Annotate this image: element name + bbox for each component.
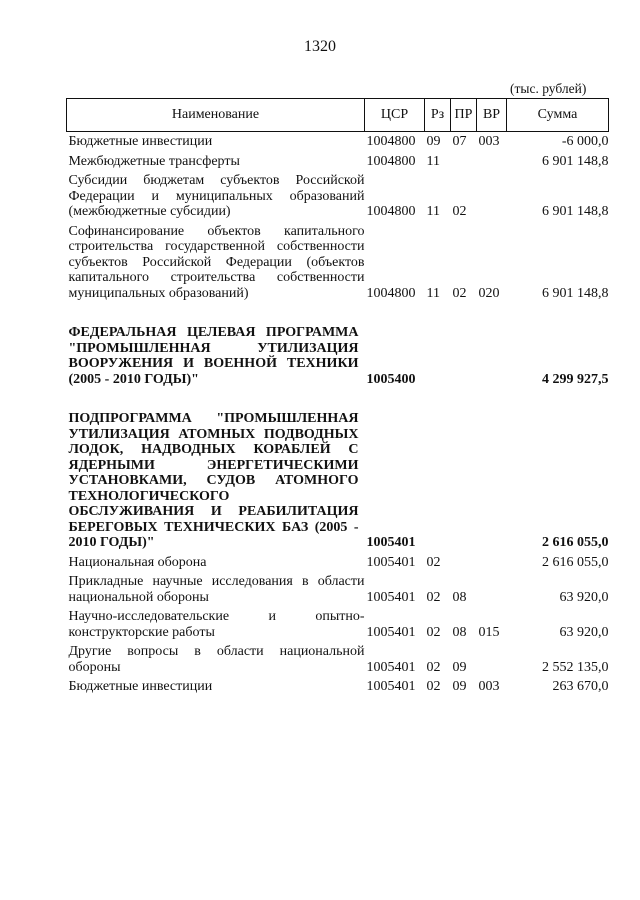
cell-csr: 1004800 bbox=[366, 204, 416, 219]
header-csr: ЦСР bbox=[365, 99, 425, 132]
cell-vr bbox=[477, 387, 507, 551]
cell-vr bbox=[477, 570, 507, 605]
header-rz: Рз bbox=[425, 99, 451, 132]
cell-csr: 1004800 bbox=[366, 285, 416, 301]
cell-rz: 02 bbox=[426, 659, 441, 675]
cell-name: Межбюджетные трансферты bbox=[68, 153, 240, 169]
cell-vr bbox=[477, 551, 507, 571]
cell-pr: 08 bbox=[452, 589, 467, 605]
header-name: Наименование bbox=[67, 99, 365, 132]
table-row bbox=[67, 220, 609, 302]
cell-vr bbox=[477, 150, 507, 170]
header-vr: ВР bbox=[477, 99, 507, 132]
cell-rz: 11 bbox=[426, 153, 440, 169]
cell-csr: 1005401 bbox=[366, 679, 416, 694]
cell-vr bbox=[477, 301, 507, 387]
cell-pr bbox=[451, 551, 477, 571]
cell-sum: 6 901 148,8 bbox=[542, 153, 609, 169]
table-body bbox=[67, 132, 609, 695]
table-row bbox=[67, 675, 609, 695]
page-number: 1320 bbox=[304, 38, 336, 55]
cell-csr: 1005400 bbox=[366, 371, 416, 387]
cell-name: Софинансирование объектов капитального строительства государственной собственности субъектов Российской Федерации (объектов капитального строительства собственности муниципальных образований) bbox=[68, 223, 365, 301]
table-row bbox=[67, 570, 609, 605]
cell-name: Бюджетные инвестиции bbox=[68, 134, 213, 149]
cell-vr: 015 bbox=[478, 624, 500, 640]
cell-rz bbox=[425, 387, 451, 551]
cell-rz: 09 bbox=[426, 134, 441, 149]
table-row bbox=[67, 169, 609, 220]
cell-csr: 1004800 bbox=[366, 134, 416, 149]
cell-sum: 6 901 148,8 bbox=[542, 285, 609, 301]
cell-csr: 1005401 bbox=[366, 624, 416, 640]
cell-csr: 1004800 bbox=[366, 153, 416, 169]
cell-vr bbox=[477, 640, 507, 675]
cell-sum: 63 920,0 bbox=[559, 624, 609, 640]
cell-pr: 07 bbox=[452, 134, 467, 149]
cell-csr: 1005401 bbox=[366, 659, 416, 675]
cell-rz: 02 bbox=[426, 554, 441, 570]
cell-name: Национальная оборона bbox=[68, 554, 207, 570]
cell-name: ФЕДЕРАЛЬНАЯ ЦЕЛЕВАЯ ПРОГРАММА "ПРОМЫШЛЕННАЯ УТИЛИЗАЦИЯ ВООРУЖЕНИЯ И ВОЕННОЙ ТЕХНИКИ (2005 - 2010 ГОДЫ)" bbox=[68, 325, 359, 387]
cell-pr bbox=[451, 387, 477, 551]
cell-sum: 263 670,0 bbox=[552, 679, 609, 694]
table-row bbox=[67, 132, 609, 150]
cell-name: Субсидии бюджетам субъектов Российской Федерации и муниципальных образований (межбюджетные субсидии) bbox=[68, 173, 365, 219]
cell-sum: 63 920,0 bbox=[559, 589, 609, 605]
cell-rz: 11 bbox=[426, 204, 440, 219]
units-label: (тыс. рублей) bbox=[510, 81, 587, 96]
cell-vr: 020 bbox=[478, 285, 500, 301]
cell-vr: 003 bbox=[478, 679, 500, 694]
cell-csr: 1005401 bbox=[366, 554, 416, 570]
cell-rz: 02 bbox=[426, 589, 441, 605]
cell-csr: 1005401 bbox=[366, 535, 416, 550]
cell-vr bbox=[477, 169, 507, 220]
cell-sum: -6 000,0 bbox=[561, 134, 609, 149]
cell-name: Другие вопросы в области национальной обороны bbox=[68, 644, 365, 675]
cell-pr bbox=[451, 301, 477, 387]
cell-rz: 02 bbox=[426, 624, 441, 640]
cell-pr: 08 bbox=[452, 624, 467, 640]
budget-table bbox=[66, 98, 609, 695]
table-row bbox=[67, 640, 609, 675]
header-pr: ПР bbox=[451, 99, 477, 132]
cell-pr: 02 bbox=[452, 285, 467, 301]
cell-rz bbox=[425, 301, 451, 387]
cell-sum: 2 616 055,0 bbox=[542, 535, 609, 550]
table-row bbox=[67, 605, 609, 640]
cell-name: Бюджетные инвестиции bbox=[68, 679, 213, 694]
table-row bbox=[67, 150, 609, 170]
cell-name: Прикладные научные исследования в области национальной обороны bbox=[68, 574, 365, 605]
cell-sum: 6 901 148,8 bbox=[542, 204, 609, 219]
table-row bbox=[67, 551, 609, 571]
cell-pr bbox=[451, 150, 477, 170]
header-sum: Сумма bbox=[507, 99, 609, 132]
cell-pr: 09 bbox=[452, 659, 467, 675]
cell-name: Научно-исследовательские и опытно-конструкторские работы bbox=[68, 609, 365, 640]
cell-pr: 09 bbox=[452, 679, 467, 694]
cell-rz: 02 bbox=[426, 679, 441, 694]
cell-vr: 003 bbox=[478, 134, 500, 149]
cell-sum: 2 616 055,0 bbox=[542, 554, 609, 570]
cell-csr: 1005401 bbox=[366, 589, 416, 605]
cell-sum: 2 552 135,0 bbox=[542, 659, 609, 675]
table-header bbox=[67, 99, 609, 132]
table-row bbox=[67, 387, 609, 551]
table-row bbox=[67, 301, 609, 387]
cell-sum: 4 299 927,5 bbox=[542, 371, 609, 387]
cell-pr: 02 bbox=[452, 204, 467, 219]
cell-rz: 11 bbox=[426, 285, 440, 301]
cell-name: ПОДПРОГРАММА "ПРОМЫШЛЕННАЯ УТИЛИЗАЦИЯ АТОМНЫХ ПОДВОДНЫХ ЛОДОК, НАДВОДНЫХ КОРАБЛЕЙ С ЯДЕРНЫМИ ЭНЕРГЕТИЧЕСКИМИ УСТАНОВКАМИ, СУДОВ АТОМНОГО ТЕХНОЛОГИЧЕСКОГО ОБСЛУЖИВАНИЯ И РЕАБИЛИТАЦИЯ БЕРЕГОВЫХ ТЕХНИЧЕСКИХ БАЗ (2005 - 2010 ГОДЫ)" bbox=[68, 411, 359, 550]
